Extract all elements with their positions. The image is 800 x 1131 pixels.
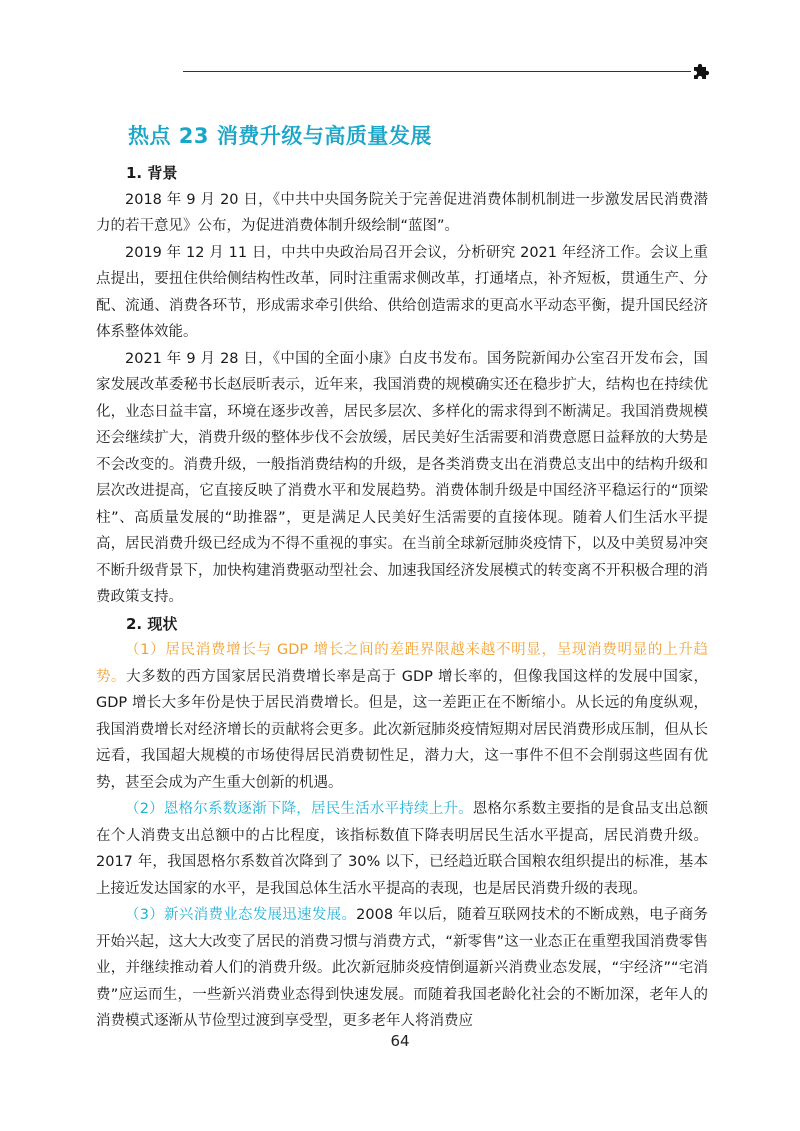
- point-1-text: 大多数的西方国家居民消费增长率是高于 GDP 增长率的，但像我国这样的发展中国家，GDP 增长大多年份是快于居民消费增长。但是，这一差距正在不断缩小。从长远的角度纵观，我国消费增长对经济增长的贡献将会更多。此次新冠肺炎疫情短期对居民消费形成压制，但从长远看，我国超大规模的市场使得居民消费韧性足，潜力大，这一事件不但不会削弱这些固有优势，甚至会成为产生重大创新的机遇。: [96, 668, 708, 791]
- paragraph: 2021 年 9 月 28 日，《中国的全面小康》白皮书发布。国务院新闻办公室召开发布会，国家发展改革委秘书长赵辰昕表示，近年来，我国消费的规模确实还在稳步扩大，结构也在持续优化，业态日益丰富，环境在逐步改善，居民多层次、多样化的需求得到不断满足。我国消费规模还会继续扩大，消费升级的整体步伐不会放缓，居民美好生活需要和消费意愿日益释放的大势是不会改变的。消费升级，一般指消费结构的升级，是各类消费支出在消费总支出中的结构升级和层次改进提高，它直接反映了消费水平和发展趋势。消费体制升级是中国经济平稳运行的“顶梁柱”、高质量发展的“助推器”，更是满足人民美好生活需要的直接体现。随着人们生活水平提高，居民消费升级已经成为不得不重视的事实。在当前全球新冠肺炎疫情下，以及中美贸易冲突不断升级背景下，加快构建消费驱动型社会、加速我国经济发展模式的转变离不开积极合理的消费政策支持。: [96, 350, 708, 605]
- page-number: 64: [390, 1032, 410, 1050]
- paragraph: [96, 902, 708, 1035]
- section-heading-background: 1. 背景: [126, 164, 178, 182]
- header-rule: [183, 71, 691, 72]
- paragraph: [96, 796, 708, 902]
- puzzle-piece-icon: [690, 61, 710, 81]
- paragraph: [96, 637, 708, 796]
- highlight-point-2: （2）恩格尔系数逐渐下降，居民生活水平持续上升。: [125, 801, 473, 817]
- highlight-point-3: （3）新兴消费业态发展迅速发展。: [125, 907, 357, 923]
- point-3-text: 2008 年以后，随着互联网技术的不断成熟，电子商务开始兴起，这大大改变了居民的消费习惯与消费方式，“新零售”这一业态正在重塑我国消费零售业，并继续推动着人们的消费升级。此次新冠肺炎疫情倒逼新兴消费业态发展，“宇经济”“宅消费”应运而生，一些新兴消费业态得到快速发展。而随着我国老龄化社会的不断加深，老年人的消费模式逐渐从节俭型过渡到享受型，更多老年人将消费应: [96, 907, 708, 1029]
- point-2-text: 恩格尔系数主要指的是食品支出总额在个人消费支出总额中的占比程度，该指标数值下降表明居民生活水平提高，居民消费升级。2017 年，我国恩格尔系数首次降到了 30% 以下，已经趋近联合国粮农组织提出的标准，基本上接近发达国家的水平，是我国总体生活水平提高的表现，也是居民消费升级的表现。: [96, 801, 708, 897]
- paragraph: 2019 年 12 月 11 日，中共中央政治局召开会议，分析研究 2021 年经济工作。会议上重点提出，要扭住供给侧结构性改革，同时注重需求侧改革，打通堵点，补齐短板，贯通生产、分配、流通、消费各环节，形成需求牵引供给、供给创造需求的更高水平动态平衡，提升国民经济体系整体效能。: [96, 244, 708, 340]
- section-heading-status: 2. 现状: [126, 614, 178, 633]
- paragraph: 2018 年 9 月 20 日，《中共中央国务院关于完善促进消费体制机制进一步激发居民消费潜力的若干意见》公布，为促进消费体制升级绘制“蓝图”。: [96, 191, 708, 234]
- page-title: 热点 23 消费升级与高质量发展: [128, 124, 432, 148]
- article-body: [96, 160, 708, 1035]
- highlight-point-1: （1）居民消费增长与 GDP 增长之间的差距界限越来越不明显，呈现消费明显的上升趋势。: [96, 642, 708, 685]
